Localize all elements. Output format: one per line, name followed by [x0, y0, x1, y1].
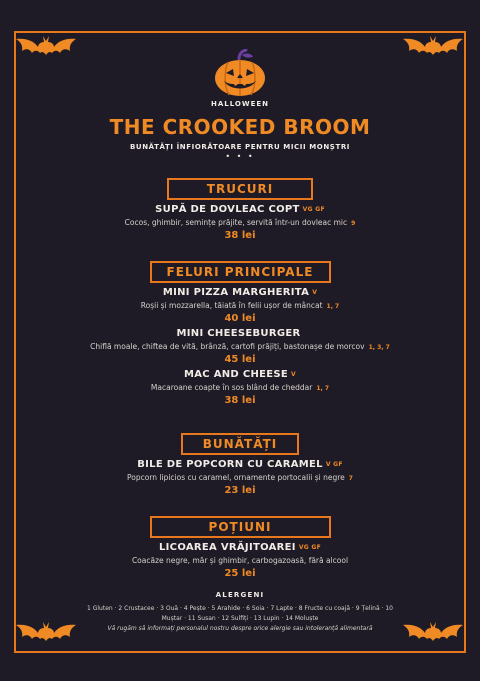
menu-section: [0, 261, 480, 406]
menu-section: [0, 433, 480, 496]
menu-item: [0, 287, 480, 324]
section-title: TRUCURI: [167, 178, 313, 200]
section-title: BUNĂTĂȚI: [181, 433, 299, 455]
section-title: POȚIUNI: [150, 516, 331, 538]
item-price: 38 lei: [224, 395, 256, 406]
diet-tags: V: [312, 289, 318, 296]
item-name: MINI PIZZA MARGHERITA: [162, 287, 310, 298]
menu-section: [0, 516, 480, 579]
menu-item: [0, 459, 480, 496]
allergen-codes: 7: [348, 475, 353, 482]
item-description: Coacăze negre, măr și ghimbir, carbogazoasă, fără alcool: [131, 556, 349, 565]
item-name: MAC AND CHEESE: [184, 369, 289, 380]
item-description: Roșii și mozzarella, tăiată în felii ușor de mâncat: [140, 301, 323, 310]
item-description: Popcorn lipicios cu caramel, ornamente portocalii și negre: [127, 473, 345, 482]
item-price: 45 lei: [224, 354, 256, 365]
menu-item: [0, 542, 480, 579]
item-name: SUPĂ DE DOVLEAC COPT: [155, 204, 300, 215]
item-name: MINI CHEESEBURGER: [176, 328, 301, 339]
menu-item: [0, 369, 480, 406]
restaurant-title: THE CROOKED BROOM: [109, 115, 371, 139]
diet-tags: V GF: [325, 461, 343, 468]
menu-item: [0, 328, 480, 365]
menu-item: [0, 204, 480, 241]
item-description: Cocos, ghimbir, semințe prăjite, servită într-un dovleac mic: [124, 218, 348, 227]
allergen-codes: 9: [351, 220, 356, 227]
allergen-codes: 1, 7: [326, 303, 340, 310]
diet-tags: VG GF: [298, 544, 321, 551]
allergens-heading: ALERGENI: [215, 591, 265, 599]
item-price: 25 lei: [224, 568, 256, 579]
tagline: BUNĂTĂȚI ÎNFIORĂTOARE PENTRU MICII MONȘTRI: [129, 143, 351, 151]
bat-icon: [14, 33, 78, 63]
item-name: LICOAREA VRĂJITOAREI: [158, 542, 296, 553]
bat-icon: [401, 33, 465, 63]
eyebrow-text: HALLOWEEN: [210, 100, 270, 108]
allergens-list: 1 Gluten · 2 Crustacee · 3 Ouă · 4 Pește · 5 Arahide · 6 Soia · 7 Lapte · 8 Fructe cu coajă · 9 Țelină · 10 Muștar · 11 Susan · 12 Sulfiți · 13 Lupin · 14 Moluște: [87, 605, 393, 622]
allergen-codes: 1, 3, 7: [368, 344, 390, 351]
diet-tags: V: [291, 371, 296, 378]
allergy-notice: Vă rugăm să informați personalul nostru despre orice alergie sau intoleranță alimentară: [107, 625, 373, 632]
diet-tags: VG GF: [302, 206, 325, 213]
pumpkin-icon: [212, 49, 268, 97]
section-title: FELURI PRINCIPALE: [150, 261, 331, 283]
item-name: BILE DE POPCORN CU CARAMEL: [137, 459, 323, 470]
menu-section: [0, 178, 480, 241]
item-price: 23 lei: [224, 485, 256, 496]
allergen-codes: 1, 7: [316, 385, 330, 392]
divider-dots: • • •: [225, 152, 255, 161]
item-description: Chiflă moale, chiftea de vită, brânză, cartofi prăjiți, bastonașe de morcov: [90, 342, 365, 351]
item-price: 38 lei: [224, 230, 256, 241]
item-price: 40 lei: [224, 313, 256, 324]
item-description: Macaroane coapte în sos blând de cheddar: [150, 383, 313, 392]
